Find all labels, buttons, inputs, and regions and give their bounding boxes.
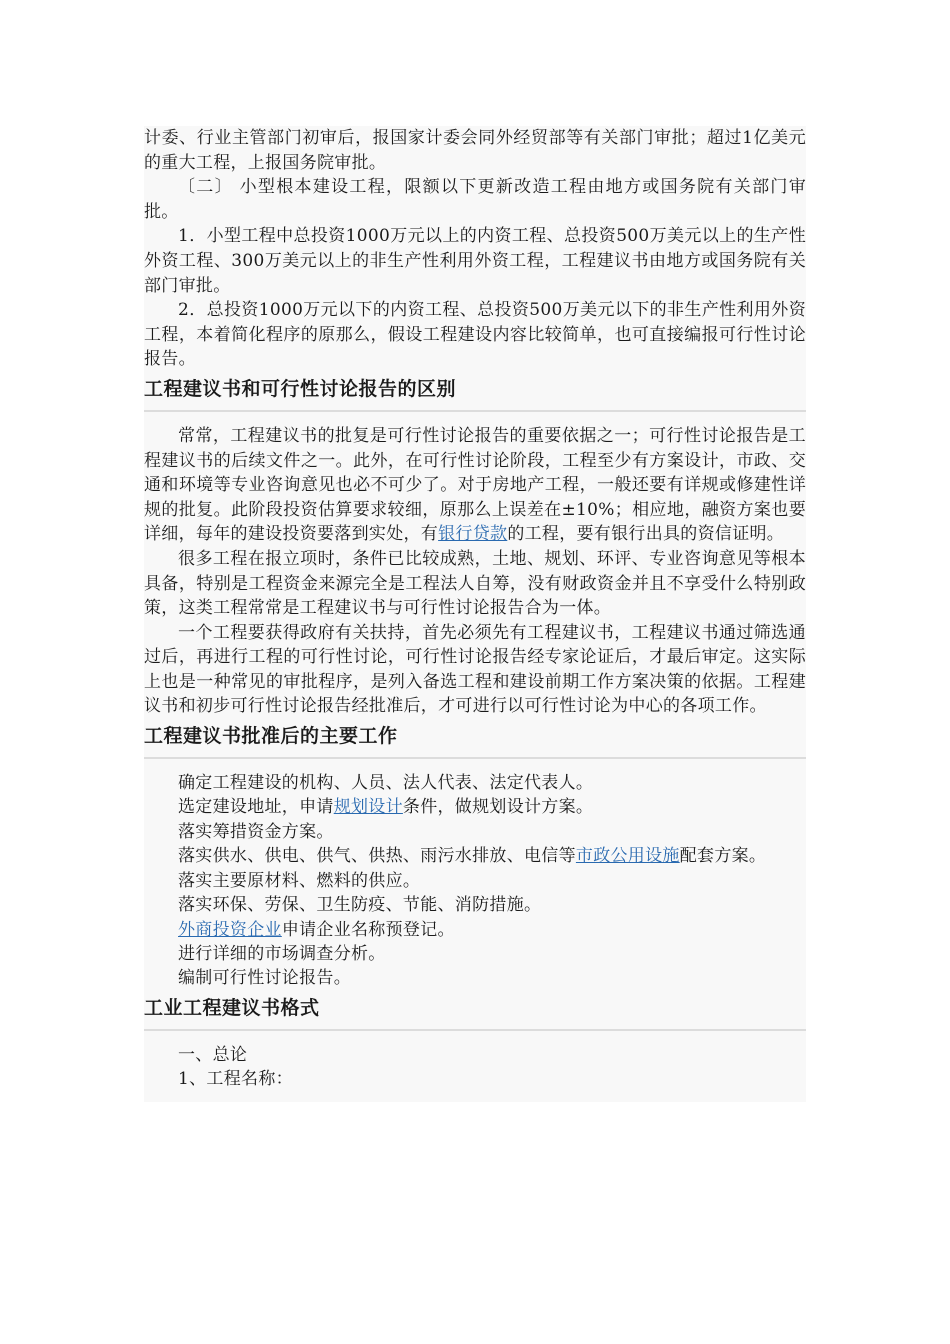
- section-heading-main-work: 工程建议书批准后的主要工作: [144, 719, 806, 759]
- difference-paragraph-3: 一个工程要获得政府有关扶持，首先必须先有工程建议书，工程建议书通过筛选通过后，再进行工程的可行性讨论，可行性讨论报告经专家论证后，才最后审定。这实际上也是一种常见的审批程序，是列入备选工程和建设前期工作方案决策的依据。工程建议书和初步可行性讨论报告经批准后，才可进行以可行性讨论为中心的各项工作。: [144, 622, 806, 717]
- list-item: 一、总论: [178, 1044, 248, 1065]
- intro-paragraph-2: 〔二〕 小型根本建设工程，限额以下更新改造工程由地方或国务院有关部门审批。: [144, 177, 806, 222]
- section-heading-format: 工业工程建议书格式: [144, 991, 806, 1031]
- difference-paragraph-1: 常常，工程建议书的批复是可行性讨论报告的重要依据之一；可行性讨论报告是工程建议书的后续文件之一。此外，在可行性讨论阶段，工程至少有方案设计，市政、交通和环境等专业咨询意见也必不可少了。对于房地产工程，一般还要有详规或修建性详规的批复。此阶段投资估算要求较细，原那么上误差在±10%；相应地，融资方案也要详细，每年的建设投资要落到实处，有银行贷款的工程，要有银行出具的资信证明。: [144, 425, 806, 545]
- list-item: 1、工程名称：: [178, 1069, 293, 1090]
- document-body: [144, 126, 806, 1102]
- list-item: 确定工程建设的机构、人员、法人代表、法定代表人。: [178, 773, 594, 794]
- foreign-enterprise-link[interactable]: 外商投资企业: [178, 919, 282, 940]
- intro-paragraph-3: 1．小型工程中总投资1000万元以上的内资工程、总投资500万美元以上的生产性外资工程、300万美元以上的非生产性利用外资工程，工程建议书由地方或国务院有关部门审批。: [144, 226, 806, 296]
- intro-paragraph-1: 计委、行业主管部门初审后，报国家计委会同外经贸部等有关部门审批；超过1亿美元的重大工程，上报国务院审批。: [144, 128, 806, 173]
- list-item: 外商投资企业申请企业名称预登记。: [178, 919, 455, 940]
- list-item: 落实环保、劳保、卫生防疫、节能、消防措施。: [178, 895, 542, 916]
- municipal-facilities-link[interactable]: 市政公用设施: [575, 846, 680, 867]
- bank-loan-link[interactable]: 银行贷款: [438, 524, 508, 545]
- intro-paragraph-4: 2．总投资1000万元以下的内资工程、总投资500万美元以下的非生产性利用外资工程，本着简化程序的原那么，假设工程建设内容比较简单，也可直接编报可行性讨论报告。: [144, 300, 806, 370]
- section-heading-difference: 工程建议书和可行性讨论报告的区别: [144, 372, 806, 412]
- planning-design-link[interactable]: 规划设计: [333, 797, 403, 818]
- list-item: 编制可行性讨论报告。: [178, 968, 351, 989]
- list-item: 落实筹措资金方案。: [178, 821, 334, 842]
- main-work-list: [144, 771, 806, 991]
- list-item: 进行详细的市场调查分析。: [178, 943, 386, 964]
- list-item: 落实供水、供电、供气、供热、雨污水排放、电信等市政公用设施配套方案。: [178, 846, 767, 867]
- list-item: 落实主要原材料、燃料的供应。: [178, 870, 421, 891]
- difference-paragraph-2: 很多工程在报立项时，条件已比较成熟，土地、规划、环评、专业咨询意见等根本具备，特别是工程资金来源完全是工程法人自筹，没有财政资金并且不享受什么特别政策，这类工程常常是工程建议书与可行性讨论报告合为一体。: [144, 548, 806, 619]
- list-item: 选定建设地址，申请规划设计条件，做规划设计方案。: [178, 797, 594, 818]
